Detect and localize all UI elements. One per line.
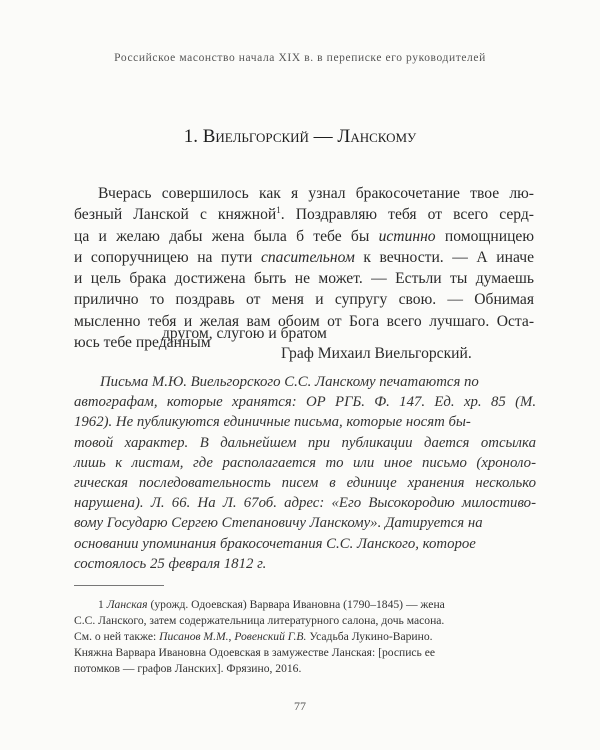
letter-line: прилично то поздравь от меня и супругу свою. — Обнимая <box>74 291 535 309</box>
chapter-number: 1. <box>183 126 198 147</box>
chapter-title <box>0 126 600 148</box>
commentary-line: состоялось 25 февраля 1812 г. <box>74 555 267 572</box>
chapter-heading: Виельгорский — Ланскому <box>202 126 417 147</box>
footnote-line: С.С. Ланского, затем содержательница литературного салона, дочь масона. <box>74 614 445 627</box>
commentary-line: основании упоминания бракосочетания С.С. Ланского, которое <box>74 535 476 552</box>
letter-line: юсь тебе преданным <box>74 334 211 352</box>
letter-line: и сопоручницею на пути спасительном к вечности. — А иначе <box>74 248 535 266</box>
commentary-line: 1962). Не публикуются единичные письма, которые носят бы- <box>74 414 471 431</box>
letter-line: Вчерась совершилось как я узнал бракосочетание твое лю- <box>98 185 534 202</box>
footnote-line: См. о ней также: Писанов М.М., Ровенский Г.В. Усадьба Лукино-Варино. <box>74 630 433 643</box>
footnote-number: 1 <box>98 598 104 611</box>
footnote <box>74 597 536 677</box>
commentary-line: Письма М.Ю. Виельгорского С.С. Ланскому печатаются по <box>100 374 479 390</box>
page-number: 77 <box>294 699 306 713</box>
footnote-line: 1 Ланская (урожд. Одоевская) Варвара Ивановна (1790–1845) — жена <box>98 598 445 611</box>
commentary-line: автографам, которые хранятся: ОР РГБ. Ф. 147. Ед. хр. 85 (М. <box>74 394 537 411</box>
letter-line: безный Ланской с княжной$^1$. Поздравляю тебя от всего серд- <box>74 205 534 224</box>
letter-line: мысленно тебя и желая вам обоим от Бога всего лучшаго. Оста- <box>74 312 535 330</box>
footnote-line: потомков — графов Ланских]. Фрязино, 2016. <box>74 662 302 675</box>
footnote-line: Княжна Варвара Ивановна Одоевская в замужестве Ланская: [роспись ее <box>74 646 436 659</box>
signature-name: Граф Михаил Виельгорский. <box>281 345 472 362</box>
emphasis: истинно <box>378 227 436 245</box>
commentary-line: нарушена). Л. 66. На Л. 67об. адрес: «Его Высокородию милостиво- <box>74 495 537 512</box>
footnote-reference[interactable]: 1 <box>276 205 281 216</box>
commentary-line: гическая последовательность писем в единице хранения несколько <box>74 475 537 492</box>
letter-line: и цель брака достижена быть не может. — Естьли ты думаешь <box>74 270 535 288</box>
commentary-line: лишь к листам, где располагается то или иное письмо (хроноло- <box>74 454 537 471</box>
running-head: Российское масонство начала XIX в. в переписке его руководителей <box>114 52 486 64</box>
emphasis: спасительном <box>260 248 355 266</box>
letter-line: ца и желаю дабы жена была б тебе бы истинно помощницею <box>74 227 534 245</box>
footnote-person: Ланская <box>106 598 148 611</box>
footnote-divider <box>74 585 164 586</box>
footnote-author: Писанов М.М. <box>159 630 229 643</box>
commentary-line: вому Государю Сергею Степановичу Ланскому». Датируется на <box>74 515 483 532</box>
commentary-line: товой характер. В дальнейшем при публикации дается отсылка <box>74 434 536 451</box>
closing-phrase: другом, слугою и братом <box>162 325 327 342</box>
footnote-author: Ровенский Г.В. <box>234 630 307 643</box>
editorial-commentary <box>74 372 536 574</box>
